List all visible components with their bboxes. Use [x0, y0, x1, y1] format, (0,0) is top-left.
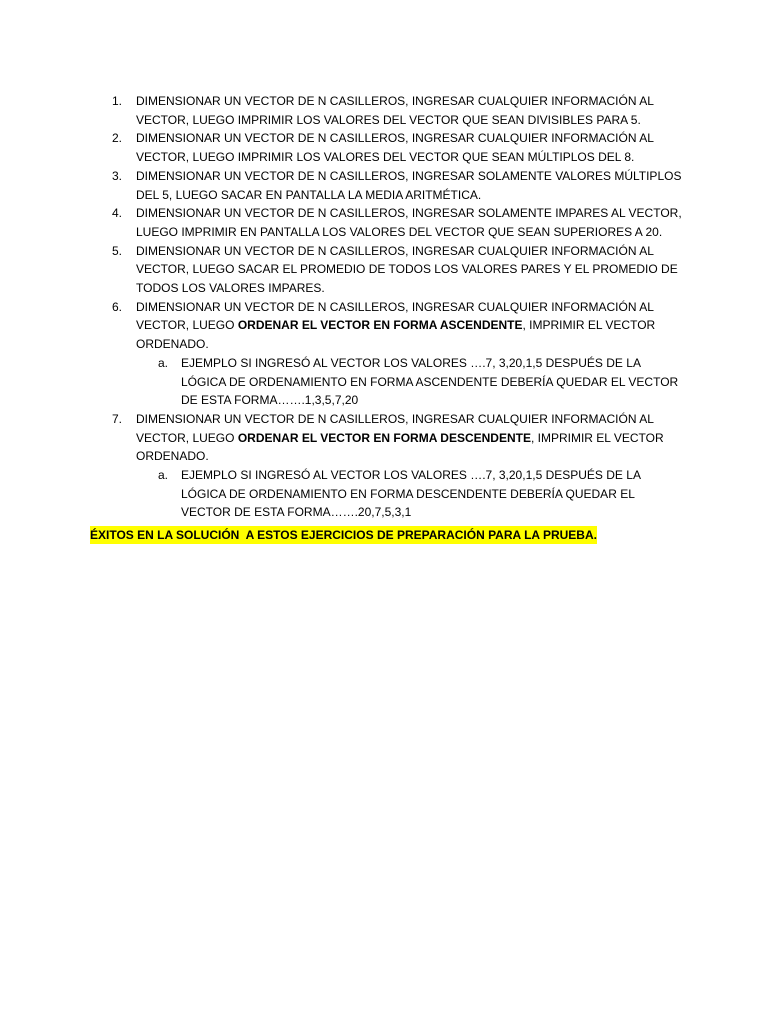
item-text-start: DIMENSIONAR UN VECTOR DE N CASILLEROS, INGRESAR CUALQUIER INFORMACIÓN AL VECTOR, LUEGO [136, 411, 654, 445]
item-number: 2. [112, 131, 123, 146]
item-number: 4. [112, 206, 123, 221]
exercise-list [0, 92, 768, 522]
item-text: DIMENSIONAR UN VECTOR DE N CASILLEROS, INGRESAR CUALQUIER INFORMACIÓN AL VECTOR, LUEGO IMPRIMIR LOS VALORES DEL VECTOR QUE SEAN DIVISIBLES PARA 5. [136, 94, 654, 127]
example-letter: a. [158, 468, 169, 483]
item-text: DIMENSIONAR UN VECTOR DE N CASILLEROS, INGRESAR SOLAMENTE VALORES MÚLTIPLOS DEL 5, LUEGO SACAR EN PANTALLA LA MEDIA ARITMÉTICA. [136, 168, 682, 202]
exercise-item-6 [0, 298, 684, 410]
item-text-end: , IMPRIMIR EL VECTOR ORDENADO. [136, 318, 656, 352]
example-sublist [136, 354, 684, 410]
example-text: EJEMPLO SI INGRESÓ AL VECTOR LOS VALORES ….7, 3,20,1,5 DESPUÉS DE LA LÓGICA DE ORDENAMIENTO EN FORMA DESCENDENTE DEBERÍA QUEDAR EL VECTOR DE ESTA FORMA…….20,7,5,3,1 [181, 468, 641, 520]
exercise-item-3 [0, 167, 684, 204]
item-text-end: , IMPRIMIR EL VECTOR ORDENADO. [136, 430, 664, 464]
item-text: DIMENSIONAR UN VECTOR DE N CASILLEROS, INGRESAR SOLAMENTE IMPARES AL VECTOR, LUEGO IMPRIMIR EN PANTALLA LOS VALORES DEL VECTOR QUE SEAN SUPERIORES A 20. [136, 206, 682, 239]
closing-message: ÉXITOS EN LA SOLUCIÓN A ESTOS EJERCICIOS DE PREPARACIÓN PARA LA PRUEBA. [90, 528, 597, 542]
example-item [136, 466, 684, 522]
item-number: 3. [112, 168, 123, 183]
exercise-item-4 [0, 204, 684, 241]
example-text: EJEMPLO SI INGRESÓ AL VECTOR LOS VALORES ….7, 3,20,1,5 DESPUÉS DE LA LÓGICA DE ORDENAMIENTO EN FORMA ASCENDENTE DEBERÍA QUEDAR EL VECTOR DE ESTA FORMA…….1,3,5,7,20 [181, 355, 679, 408]
item-number: 7. [112, 411, 123, 426]
item-text-emphasis: ORDENAR EL VECTOR EN FORMA ASCENDENTE [237, 318, 523, 333]
item-text: DIMENSIONAR UN VECTOR DE N CASILLEROS, INGRESAR CUALQUIER INFORMACIÓN AL VECTOR, LUEGO SACAR EL PROMEDIO DE TODOS LOS VALORES PARES Y EL PROMEDIO DE TODOS LOS VALORES IMPARES. [136, 243, 678, 296]
item-number: 6. [112, 299, 123, 314]
item-number: 1. [112, 94, 123, 108]
exercise-item-5 [0, 242, 684, 298]
item-text-start: DIMENSIONAR UN VECTOR DE N CASILLEROS, INGRESAR CUALQUIER INFORMACIÓN AL VECTOR, LUEGO [136, 299, 654, 333]
item-number: 5. [112, 243, 123, 258]
exercise-item-7 [0, 410, 684, 522]
item-text: DIMENSIONAR UN VECTOR DE N CASILLEROS, INGRESAR CUALQUIER INFORMACIÓN AL VECTOR, LUEGO IMPRIMIR LOS VALORES DEL VECTOR QUE SEAN MÚLTIPLOS DEL 8. [136, 131, 654, 165]
item-text-emphasis: ORDENAR EL VECTOR EN FORMA DESCENDENTE [237, 430, 531, 445]
exercise-item-1 [0, 92, 684, 129]
example-sublist [136, 466, 684, 522]
example-letter: a. [158, 355, 169, 370]
example-item [136, 354, 684, 410]
exercise-item-2 [0, 129, 684, 166]
